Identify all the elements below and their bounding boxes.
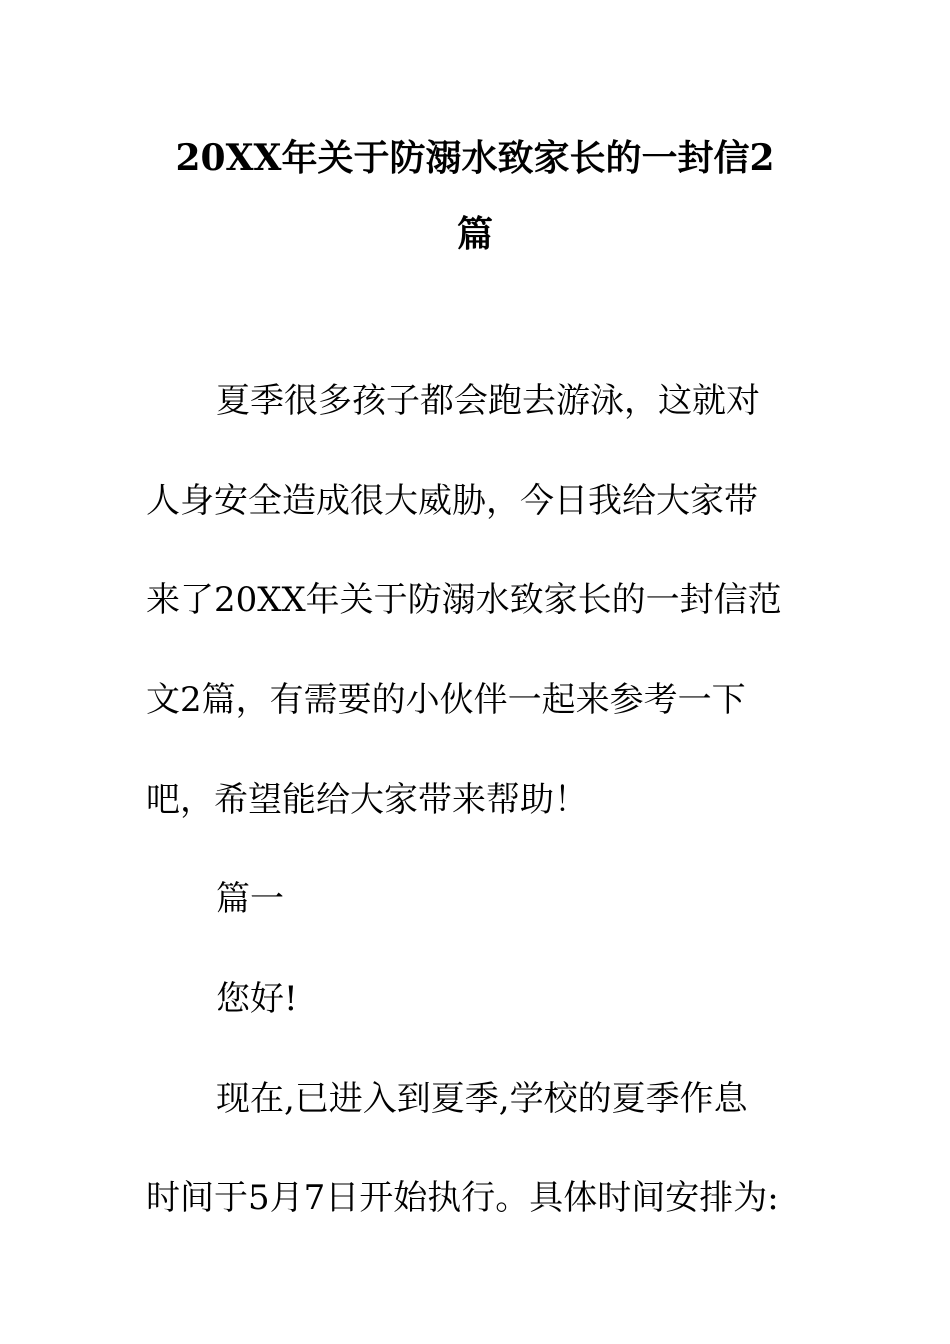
- paragraph-line: 吧，希望能给大家带来帮助！: [146, 780, 588, 820]
- title-line-1: 20XX年关于防溺水致家长的一封信2: [175, 137, 775, 179]
- paragraph-line: 时间于5月7日开始执行。具体时间安排为:: [146, 1178, 779, 1218]
- paragraph-line: 文2篇，有需要的小伙伴一起来参考一下: [146, 680, 746, 720]
- paragraph-line: 来了20XX年关于防溺水致家长的一封信范: [146, 580, 782, 620]
- title-line-2: 篇: [456, 213, 493, 255]
- section-heading: 篇一: [216, 879, 284, 919]
- paragraph-line: 现在,已进入到夏季,学校的夏季作息: [216, 1079, 748, 1119]
- paragraph-line: 人身安全造成很大威胁，今日我给大家带: [146, 481, 758, 521]
- greeting: 您好!: [216, 979, 298, 1019]
- document-title: [140, 120, 810, 272]
- paragraph-line: 夏季很多孩子都会跑去游泳，这就对: [216, 381, 760, 421]
